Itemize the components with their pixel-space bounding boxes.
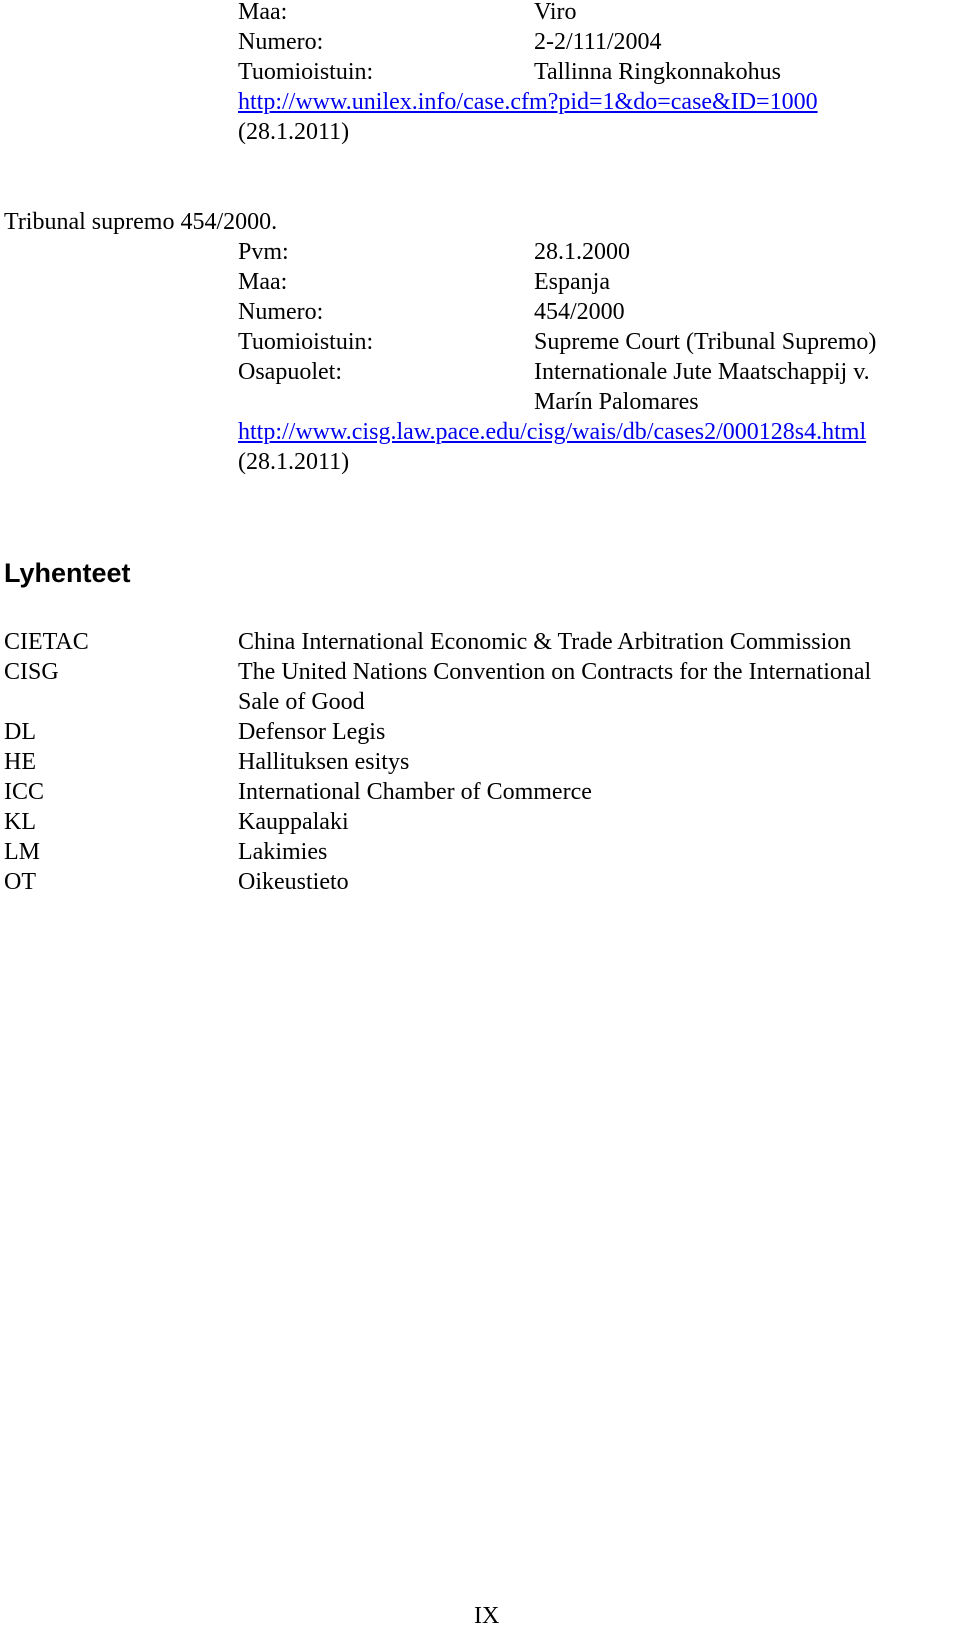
case2-url-line [238, 417, 866, 447]
abbr-definition-continued: Sale of Good [238, 689, 365, 715]
case1-url-link[interactable]: http://www.unilex.info/case.cfm?pid=1&do=case&ID=1000 [238, 89, 818, 115]
case2-tuomioistuin-value: Supreme Court (Tribunal Supremo) [534, 329, 877, 355]
abbr-definition: Kauppalaki [238, 809, 349, 835]
abbr-term: CIETAC [4, 629, 89, 655]
abbr-term: CISG [4, 659, 59, 685]
abbr-term: DL [4, 719, 36, 745]
case2-maa-value: Espanja [534, 269, 610, 295]
case1-maa-label: Maa: [238, 0, 288, 25]
case1-numero-label: Numero: [238, 29, 324, 55]
abbr-definition: Hallituksen esitys [238, 749, 410, 775]
case2-tuomioistuin-label: Tuomioistuin: [238, 329, 374, 355]
case2-title: Tribunal supremo 454/2000. [4, 209, 278, 235]
page-number: IX [474, 1603, 500, 1629]
abbreviations-heading: Lyhenteet [4, 558, 131, 588]
abbr-term: KL [4, 809, 36, 835]
case2-pvm-label: Pvm: [238, 239, 289, 265]
abbr-definition: The United Nations Convention on Contracts for the International [238, 659, 872, 685]
case1-maa-value: Viro [534, 0, 577, 25]
abbr-definition: China International Economic & Trade Arbitration Commission [238, 629, 852, 655]
case2-osapuolet-label: Osapuolet: [238, 359, 342, 385]
case2-osapuolet-value-line2: Marín Palomares [534, 389, 699, 415]
case2-numero-label: Numero: [238, 299, 324, 325]
case2-maa-label: Maa: [238, 269, 288, 295]
abbr-term: HE [4, 749, 36, 775]
case1-numero-value: 2-2/111/2004 [534, 29, 662, 55]
case2-osapuolet-value-line1: Internationale Jute Maatschappij v. [534, 359, 870, 385]
abbr-definition: Defensor Legis [238, 719, 386, 745]
case2-accessed-date: (28.1.2011) [238, 449, 350, 475]
abbr-term: LM [4, 839, 40, 865]
case1-tuomioistuin-value: Tallinna Ringkonnakohus [534, 59, 781, 85]
abbr-definition: Lakimies [238, 839, 328, 865]
abbr-definition: Oikeustieto [238, 869, 349, 895]
case1-tuomioistuin-label: Tuomioistuin: [238, 59, 374, 85]
abbr-term: ICC [4, 779, 45, 805]
case1-accessed-date: (28.1.2011) [238, 119, 350, 145]
case1-url-line [238, 87, 818, 117]
case2-numero-value: 454/2000 [534, 299, 625, 325]
case2-url-link[interactable]: http://www.cisg.law.pace.edu/cisg/wais/db/cases2/000128s4.html [238, 419, 867, 445]
case2-pvm-value: 28.1.2000 [534, 239, 630, 265]
abbr-definition: International Chamber of Commerce [238, 779, 592, 805]
abbr-term: OT [4, 869, 36, 895]
